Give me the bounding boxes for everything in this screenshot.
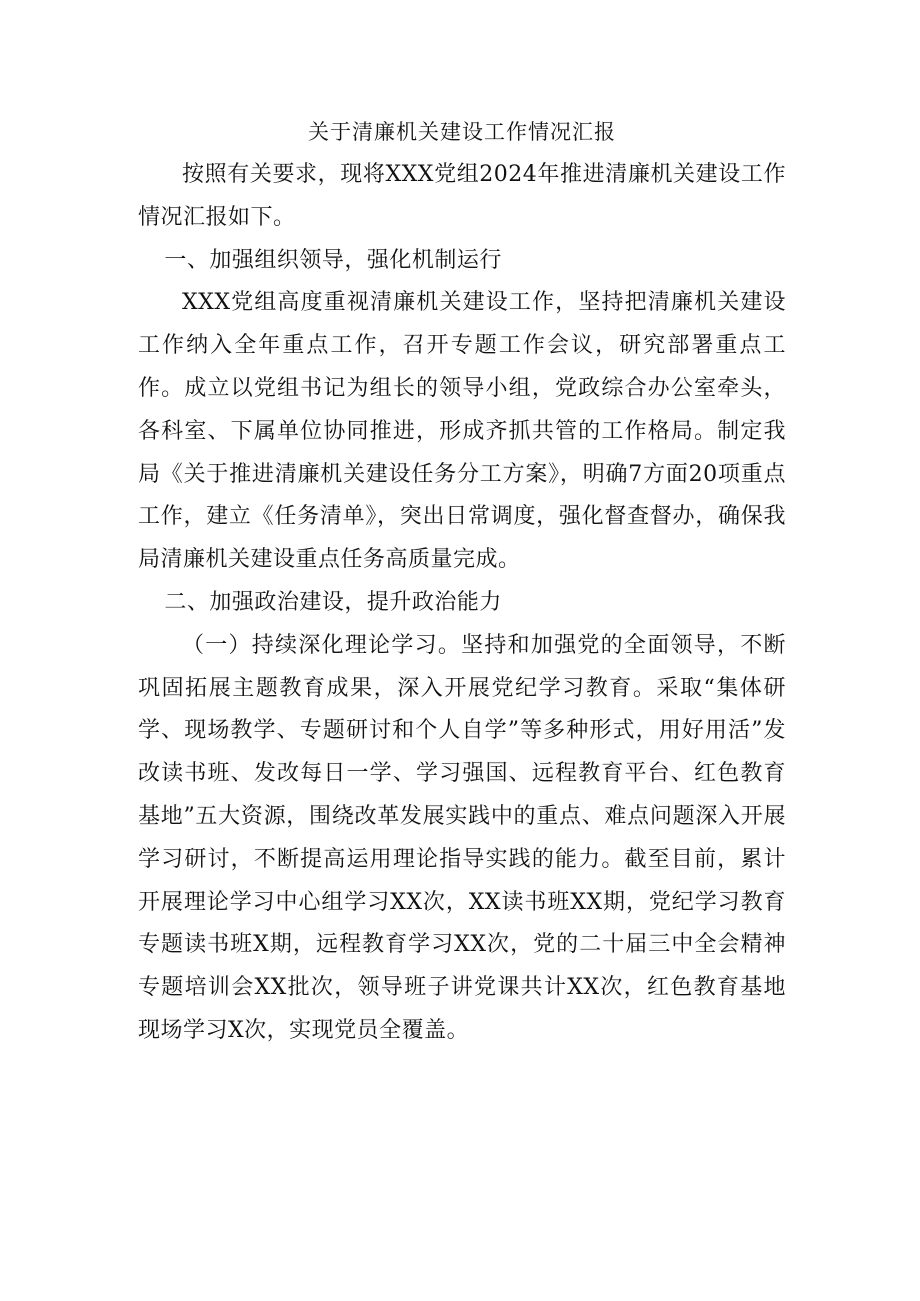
section-2-heading: 二、加强政治建设，提升政治能力 [164,589,502,615]
section-1-heading: 一、加强组织领导，强化机制运行 [164,247,502,273]
section-1-paragraph: XXX党组高度重视清廉机关建设工作，坚持把清廉机关建设工作纳入全年重点工作，召开专题工作会议，研究部署重点工作。成立以党组书记为组长的领导小组，党政综合办公室牵头，各科室、下属单位协同推进，形成齐抓共管的工作格局。制定我局《关于推进清廉机关建设任务分工方案》，明确7方面20项重点工作，建立《任务清单》，突出日常调度，强化督查督办，确保我局清廉机关建设重点任务高质量完成。 [138,290,786,573]
section-2-subsection-1-paragraph: （一）持续深化理论学习。坚持和加强党的全面领导，不断巩固拓展主题教育成果，深入开展党纪学习教育。采取“集体研学、现场教学、专题研讨和个人自学”等多种形式，用好用活”发改读书班、发改每日一学、学习强国、远程教育平台、红色教育基地”五大资源，围绕改革发展实践中的重点、难点问题深入开展学习研讨，不断提高运用理论指导实践的能力。截至目前，累计开展理论学习中心组学习XX次，XX读书班XX期，党纪学习教育专题读书班X期，远程教育学习XX次，党的二十届三中全会精神专题培训会XX批次，领导班子讲党课共计XX次，红色教育基地现场学习X次，实现党员全覆盖。 [138,632,786,1043]
document-body [138,110,786,1053]
document-title: 关于清廉机关建设工作情况汇报 [308,120,616,144]
intro-paragraph: 按照有关要求，现将XXX党组2024年推进清廉机关建设工作情况汇报如下。 [138,162,786,230]
